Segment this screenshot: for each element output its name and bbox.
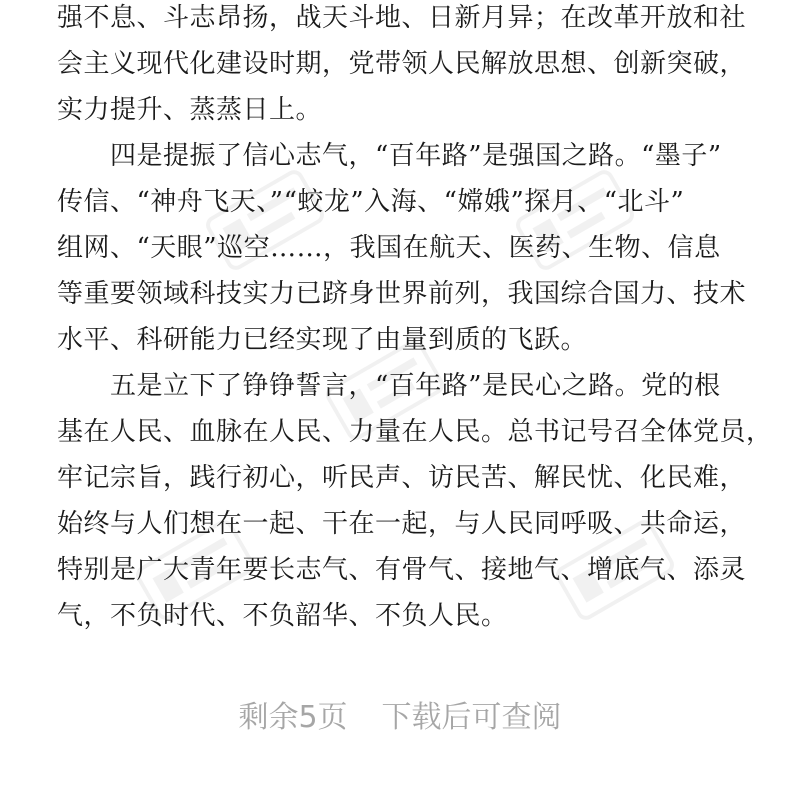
paragraph-line: 等重要领域科技实力已跻身世界前列，我国综合国力、技术	[57, 279, 747, 309]
paragraph-line: 牢记宗旨，践行初心，听民声、访民苦、解民忧、化民难，	[57, 463, 747, 493]
paragraph-line: 五是立下了铮铮誓言，“百年路”是民心之路。党的根	[110, 371, 721, 401]
paragraph-line: 传信、“神舟飞天、”“蛟龙”入海、“嫦娥”探月、“北斗”	[57, 187, 685, 217]
download-hint: 下载后可查阅	[381, 700, 562, 735]
paragraph-line: 始终与人们想在一起、干在一起，与人民同呼吸、共命运，	[57, 509, 747, 539]
remaining-pages-count: 剩余5页	[238, 700, 348, 735]
paragraph-line: 基在人民、血脉在人民、力量在人民。总书记号召全体党员，	[57, 417, 773, 447]
paragraph-line: 实力提升、蒸蒸日上。	[57, 95, 323, 125]
paragraph-line: 气，不负时代、不负韶华、不负人民。	[57, 601, 508, 631]
paragraph-line: 四是提振了信心志气，“百年路”是强国之路。“墨子”	[110, 141, 722, 171]
paragraph-line: 组网、“天眼”巡空……，我国在航天、医药、生物、信息	[57, 233, 721, 263]
paragraph-line: 水平、科研能力已经实现了由量到质的飞跃。	[57, 325, 588, 355]
paragraph-line: 会主义现代化建设时期，党带领人民解放思想、创新突破，	[57, 49, 747, 79]
remaining-pages-banner[interactable]	[0, 696, 800, 740]
paragraph-line: 强不息、斗志昂扬，战天斗地、日新月异；在改革开放和社	[57, 3, 747, 33]
paragraph-line: 特别是广大青年要长志气、有骨气、接地气、增底气、添灵	[57, 555, 747, 585]
